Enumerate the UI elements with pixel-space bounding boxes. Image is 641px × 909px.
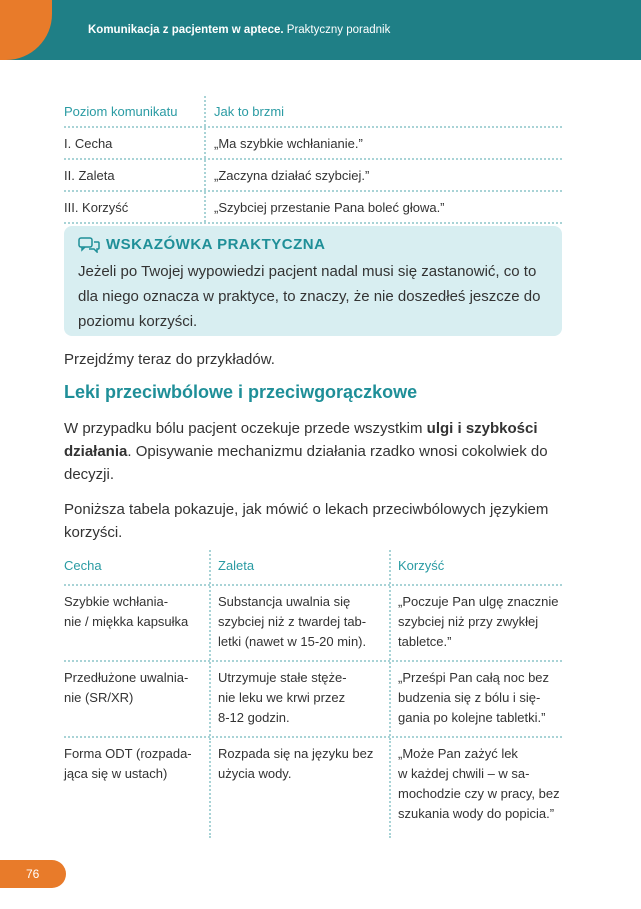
running-header-rest: Praktyczny poradnik [283, 24, 391, 36]
running-header [88, 24, 390, 36]
table-header-row [64, 96, 562, 128]
paragraph-emphasis: ulgi i szybkości działania [64, 420, 538, 460]
table-row [64, 192, 562, 224]
painkillers-benefits-table [64, 550, 562, 838]
table-row [64, 738, 562, 838]
column-header: Cecha [64, 558, 102, 573]
paragraph-text: . Opisywanie mechanizmu działania rzadko wnosi cokolwiek do decyzji. [64, 443, 548, 483]
tip-heading [78, 236, 548, 253]
table-cell: „Prześpi Pan całą noc bez budzenia się z bólu i się- gania po kolejne tabletki.” [389, 662, 562, 736]
table-cell: „Poczuje Pan ulgę znacznie szybciej niż przy zwykłej tabletce.” [389, 586, 562, 660]
table-row [64, 586, 562, 662]
table-header-row [64, 550, 562, 586]
intro-paragraph: Przejdźmy teraz do przykładów. [64, 351, 275, 368]
body-paragraph [64, 417, 562, 486]
column-header: Jak to brzmi [204, 96, 562, 126]
running-header-bold: Komunikacja z pacjentem w aptece. [88, 24, 284, 36]
table-cell: Forma ODT (rozpada- jąca się w ustach) [64, 746, 192, 781]
table-cell: „Ma szybkie wchłanianie.” [204, 128, 562, 158]
practical-tip-box [64, 226, 562, 336]
table-row [64, 160, 562, 192]
table-row [64, 662, 562, 738]
section-heading: Leki przeciwbólowe i przeciwgorączkowe [64, 382, 418, 402]
table-cell: III. Korzyść [64, 199, 129, 215]
body-paragraph: Poniższa tabela pokazuje, jak mówić o lekach przeciwbólowych językiem korzyści. [64, 501, 549, 541]
column-header: Zaleta [209, 550, 389, 584]
table-cell: Szybkie wchłania- nie / miękka kapsułka [64, 594, 189, 629]
table-cell: „Zaczyna działać szybciej.” [204, 160, 562, 190]
column-header: Korzyść [389, 550, 562, 584]
column-header: Poziom komunikatu [64, 103, 178, 119]
paragraph-text: W przypadku bólu pacjent oczekuje przede wszystkim [64, 420, 427, 437]
table-cell: Rozpada się na języku bez użycia wody. [209, 738, 389, 838]
tip-title: WSKAZÓWKA PRAKTYCZNA [106, 236, 326, 253]
page-number: 76 [0, 860, 66, 888]
table-cell: „Szybciej przestanie Pana boleć głowa.” [204, 192, 562, 222]
speech-bubbles-icon [78, 237, 100, 253]
table-cell: „Może Pan zażyć lek w każdej chwili – w sa- mochodzie czy w pracy, bez szukania wody do popicia.” [389, 738, 562, 838]
tip-text: Jeżeli po Twojej wypowiedzi pacjent nadal musi się zastanowić, co to dla niego oznacza w praktyce, to znaczy, że nie doszedłeś jeszcze do poziomu korzyści. [78, 263, 541, 330]
table-row [64, 128, 562, 160]
table-cell: Substancja uwalnia się szybciej niż z twardej tab- letki (nawet w 15-20 min). [209, 586, 389, 660]
table-cell: I. Cecha [64, 135, 113, 151]
table-cell: Utrzymuje stałe stęże- nie leku we krwi przez 8-12 godzin. [209, 662, 389, 736]
table-cell: II. Zaleta [64, 167, 115, 183]
table-cell: Przedłużone uwalnia- nie (SR/XR) [64, 670, 189, 705]
communication-levels-table [64, 96, 562, 224]
